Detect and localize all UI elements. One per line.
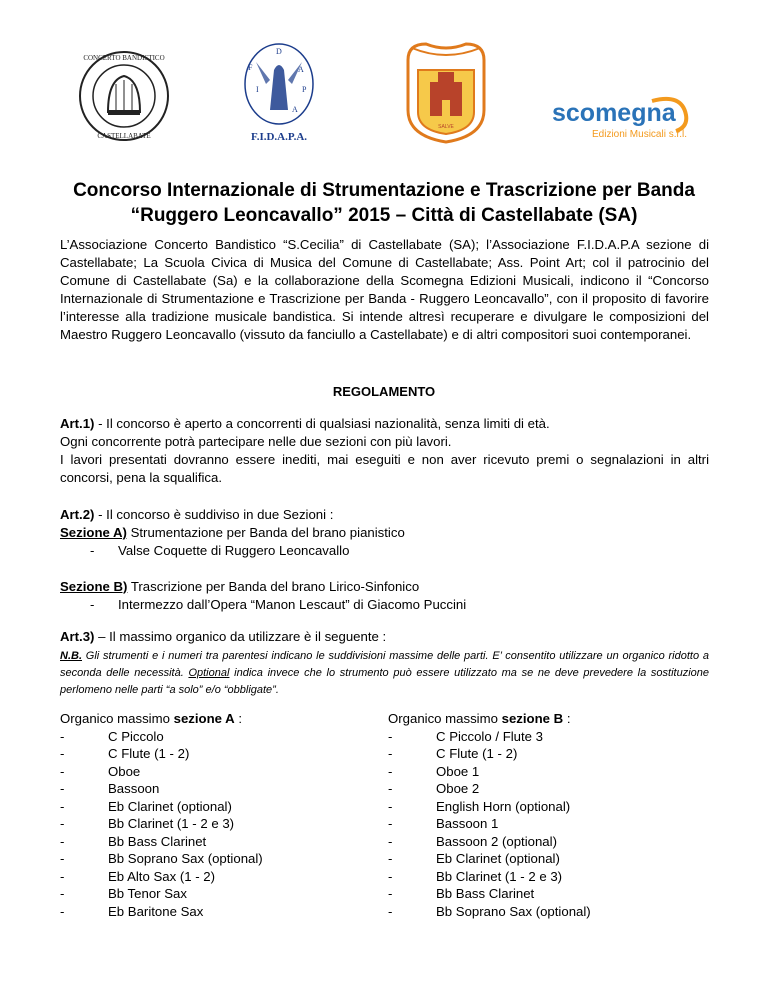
instrument-item bbox=[60, 780, 360, 798]
instrument-name: Bb Soprano Sax (optional) bbox=[436, 903, 591, 919]
organico-b-prefix: Organico massimo bbox=[388, 711, 502, 726]
list-dash: - bbox=[388, 781, 393, 796]
instrument-item bbox=[388, 833, 709, 851]
instrument-item bbox=[60, 850, 360, 868]
art3-text: – Il massimo organico da utilizzare è il seguente : bbox=[94, 629, 387, 644]
band-logo bbox=[78, 50, 170, 142]
art2-text: - Il concorso è suddiviso in due Sezioni : bbox=[94, 507, 334, 522]
instrument-item bbox=[60, 728, 360, 746]
instrument-item bbox=[60, 763, 360, 781]
instrument-name: C Piccolo bbox=[108, 728, 164, 744]
art2-label: Art.2) bbox=[60, 507, 95, 522]
dash: - bbox=[90, 597, 95, 612]
instrument-item bbox=[60, 745, 360, 763]
organico-b bbox=[388, 710, 709, 920]
list-dash: - bbox=[60, 903, 65, 919]
intro-paragraph: L’Associazione Concerto Bandistico “S.Cecilia” di Castellabate (SA); l’Associazione F.I.D.A.P.A sezione di Castellabate; La Scuola Civica di Musica del Comune di Castellabate; Ass. Point Art; col il patrocinio del Comune di Castellabate (Sa) e la collaborazione della Scomegna Edizioni Musicali, indicono il “Concorso Internazionale di Strumentazione e Trascrizione per Banda - Ruggero Leoncavallo”, con il proposito di favorire l’interesse alla tradizione musicale bandistica. Si intende altresì recuperare e divulgare le composizioni del Maestro Ruggero Leoncavallo (vissuto da fanciullo a Castellabate) e di altri compositori suoi contemporanei. bbox=[60, 237, 709, 342]
regolamento-heading: REGOLAMENTO bbox=[332, 384, 436, 399]
list-dash: - bbox=[388, 816, 393, 831]
instrument-name: Bassoon 2 (optional) bbox=[436, 833, 557, 849]
instrument-name: Bb Clarinet (1 - 2 e 3) bbox=[436, 868, 563, 884]
list-dash: - bbox=[388, 886, 393, 901]
organico-a bbox=[60, 710, 360, 920]
art1-label: Art.1) bbox=[60, 416, 95, 431]
instrument-item bbox=[388, 780, 709, 798]
svg-text:F: F bbox=[248, 63, 253, 72]
instrument-name: Eb Baritone Sax bbox=[108, 903, 204, 919]
instrument-item bbox=[60, 885, 360, 903]
list-dash: - bbox=[388, 763, 393, 779]
list-dash: - bbox=[388, 868, 393, 884]
instrument-item bbox=[388, 798, 709, 816]
instrument-name: C Piccolo / Flute 3 bbox=[436, 728, 544, 744]
logo-row bbox=[0, 40, 768, 145]
instrument-item bbox=[60, 798, 360, 816]
organico-a-prefix: Organico massimo bbox=[60, 711, 174, 726]
list-dash: - bbox=[388, 903, 393, 919]
title-line-1: Concorso Internazionale di Strumentazione e Trascrizione per Banda bbox=[73, 180, 695, 201]
dash: - bbox=[90, 543, 95, 558]
svg-text:D: D bbox=[276, 47, 282, 56]
sezione-b-item: Intermezzo dall’Opera “Manon Lescaut” di Giacomo Puccini bbox=[118, 597, 467, 612]
nb-text-1: Gli strumenti e i numeri tra parentesi indicano le suddivisioni massime delle parti. E’ consentito utilizzare un organico ridotto a seconda delle necessità. bbox=[60, 650, 709, 679]
instrument-name: English Horn (optional) bbox=[436, 798, 571, 814]
page-title bbox=[60, 178, 708, 228]
list-dash: - bbox=[60, 868, 65, 884]
list-dash: - bbox=[60, 763, 65, 779]
instrument-item bbox=[388, 815, 709, 833]
instrument-item bbox=[60, 833, 360, 851]
svg-text:A: A bbox=[292, 105, 298, 114]
list-dash: - bbox=[388, 851, 393, 866]
organico-a-suffix: : bbox=[234, 711, 243, 726]
sezione-b-label: Sezione B) bbox=[60, 579, 128, 594]
list-dash: - bbox=[60, 746, 65, 761]
instrument-name: Bb Bass Clarinet bbox=[436, 886, 535, 901]
list-dash: - bbox=[60, 781, 65, 796]
article-2 bbox=[60, 506, 709, 614]
art3-label: Art.3) bbox=[60, 629, 95, 644]
svg-text:CASTELLABATE: CASTELLABATE bbox=[97, 132, 151, 140]
svg-text:F.I.D.A.P.A.: F.I.D.A.P.A. bbox=[250, 131, 308, 143]
instrument-item bbox=[388, 903, 709, 921]
list-dash: - bbox=[60, 833, 65, 849]
svg-text:CONCERTO BANDISTICO: CONCERTO BANDISTICO bbox=[83, 54, 165, 62]
list-dash: - bbox=[60, 728, 65, 744]
organico-a-bold: sezione A bbox=[173, 711, 235, 726]
list-dash: - bbox=[60, 851, 65, 866]
list-dash: - bbox=[388, 833, 393, 849]
nota-bene bbox=[60, 648, 709, 699]
list-dash: - bbox=[60, 886, 65, 901]
instrument-name: Eb Alto Sax (1 - 2) bbox=[108, 868, 216, 884]
instrument-name: Oboe 1 bbox=[436, 763, 480, 779]
instrument-name: Bb Soprano Sax (optional) bbox=[108, 851, 263, 866]
instrument-item bbox=[388, 850, 709, 868]
instrument-name: Bb Bass Clarinet bbox=[108, 833, 207, 849]
article-3 bbox=[60, 628, 709, 646]
organico-b-bold: sezione B bbox=[501, 711, 564, 726]
sezione-a-label: Sezione A) bbox=[60, 525, 127, 540]
instrument-item bbox=[388, 728, 709, 746]
scomegna-logo bbox=[552, 95, 692, 145]
svg-text:P: P bbox=[302, 85, 307, 94]
instrument-name: Bassoon 1 bbox=[436, 816, 499, 831]
svg-text:SALVE: SALVE bbox=[438, 124, 454, 130]
svg-text:scomegna: scomegna bbox=[552, 99, 676, 127]
svg-text:Edizioni Musicali s.r.l.: Edizioni Musicali s.r.l. bbox=[592, 129, 688, 140]
list-dash: - bbox=[60, 798, 65, 814]
art1-line1: - Il concorso è aperto a concorrenti di qualsiasi nazionalità, senza limiti di età. bbox=[94, 416, 550, 431]
instrument-name: Oboe 2 bbox=[436, 781, 480, 796]
list-dash: - bbox=[388, 728, 393, 744]
list-dash: - bbox=[60, 816, 65, 831]
svg-text:A: A bbox=[298, 65, 304, 74]
instrument-item bbox=[388, 868, 709, 886]
instrument-item bbox=[60, 815, 360, 833]
list-dash: - bbox=[388, 746, 393, 761]
instrument-name: Bb Clarinet (1 - 2 e 3) bbox=[108, 816, 235, 831]
instrument-name: Bassoon bbox=[108, 781, 160, 796]
fidapa-logo bbox=[226, 40, 332, 145]
instrument-item bbox=[388, 745, 709, 763]
sezione-a-item: Valse Coquette di Ruggero Leoncavallo bbox=[118, 543, 350, 558]
comune-crest bbox=[398, 40, 494, 144]
organico-b-suffix: : bbox=[563, 711, 571, 726]
title-line-2: “Ruggero Leoncavallo” 2015 – Città di Castellabate (SA) bbox=[130, 205, 638, 226]
nb-label: N.B. bbox=[60, 650, 82, 662]
instrument-name: C Flute (1 - 2) bbox=[436, 746, 518, 761]
instrument-name: C Flute (1 - 2) bbox=[108, 746, 190, 761]
art1-line2: Ogni concorrente potrà partecipare nelle due sezioni con più lavori. bbox=[60, 434, 452, 449]
instrument-item bbox=[60, 868, 360, 886]
instrument-item bbox=[388, 885, 709, 903]
sezione-b-text: Trascrizione per Banda del brano Lirico-Sinfonico bbox=[127, 579, 420, 594]
instrument-item bbox=[388, 763, 709, 781]
instrument-item bbox=[60, 903, 360, 921]
nb-optional: Optional bbox=[188, 667, 230, 679]
instrument-name: Bb Tenor Sax bbox=[108, 886, 187, 901]
nb-text-2: indica invece che lo strumento può essere utilizzato ma se ne deve prevedere la sostituzione perlomeno nelle parti “a solo” e/o “obbligate”. bbox=[60, 667, 709, 696]
instrument-name: Oboe bbox=[108, 763, 141, 779]
instrument-name: Eb Clarinet (optional) bbox=[436, 851, 560, 866]
list-dash: - bbox=[388, 798, 393, 814]
art1-line3: I lavori presentati dovranno essere inediti, mai eseguiti e non aver ricevuto premi o segnalazioni in altri concorsi, pena la squalifica. bbox=[60, 452, 709, 485]
article-1 bbox=[60, 415, 709, 487]
svg-text:I: I bbox=[256, 85, 259, 94]
sezione-a-text: Strumentazione per Banda del brano pianistico bbox=[126, 525, 405, 540]
instrument-name: Eb Clarinet (optional) bbox=[108, 798, 232, 814]
